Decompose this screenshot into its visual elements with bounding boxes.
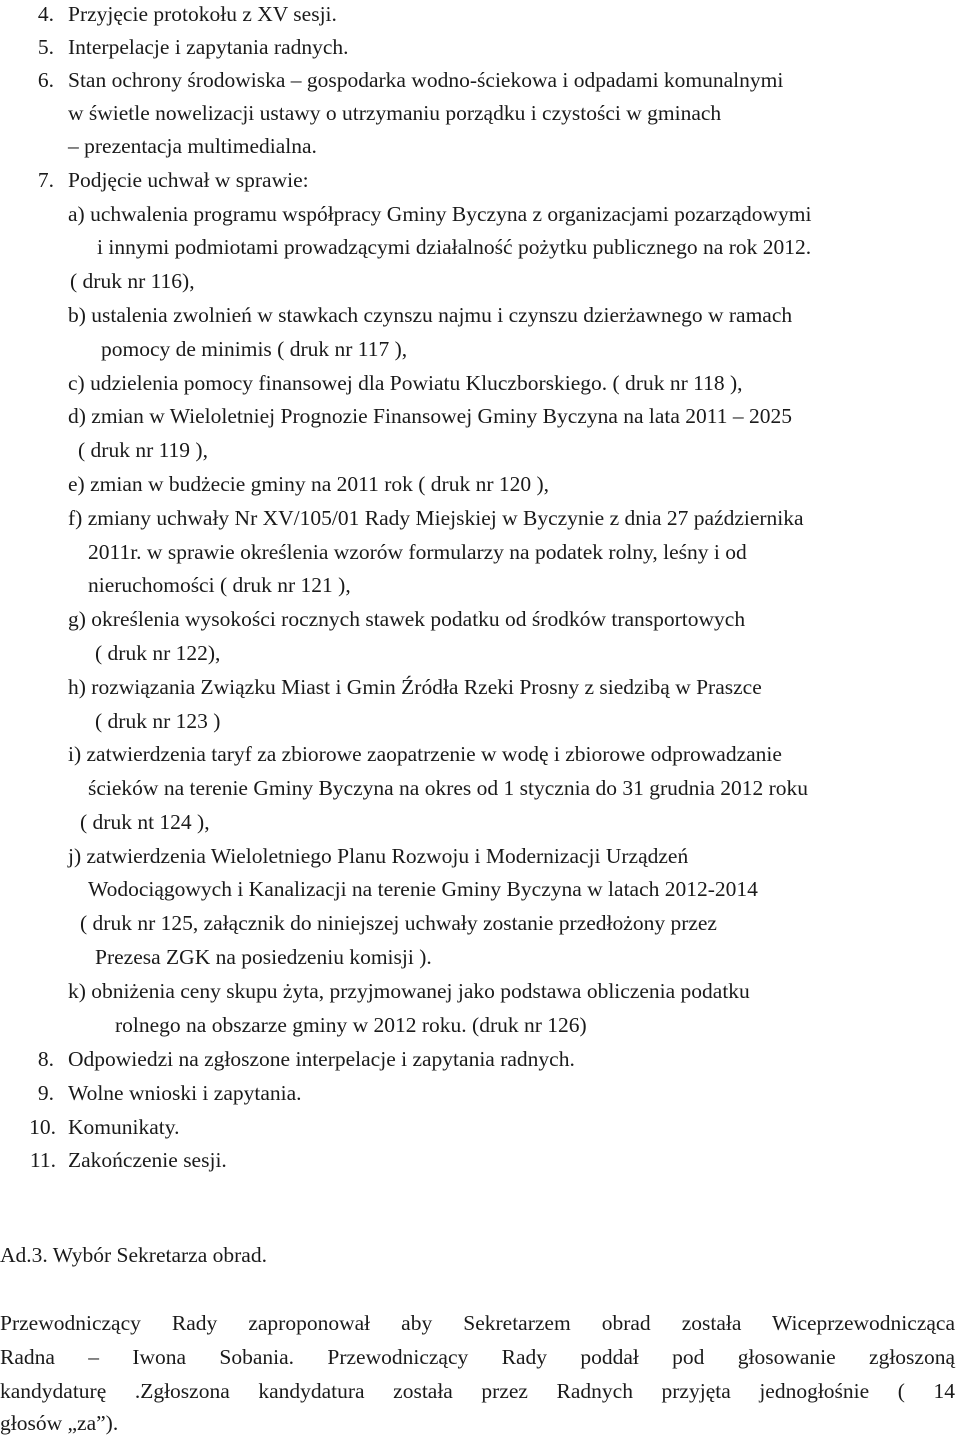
resolution-line: 2011r. w sprawie określenia wzorów formularzy na podatek rolny, leśny i od bbox=[88, 540, 747, 564]
resolution-line: rolnego na obszarze gminy w 2012 roku. (druk nr 126) bbox=[115, 1013, 587, 1037]
resolution-line: f) zmiany uchwały Nr XV/105/01 Rady Miejskiej w Byczynie z dnia 27 października bbox=[68, 506, 804, 530]
resolution-line: ( druk nr 119 ), bbox=[78, 438, 208, 462]
item-number: 11. bbox=[29, 1148, 56, 1172]
paragraph-line: Radna – Iwona Sobania. Przewodniczący Rady poddał pod głosowanie zgłoszoną bbox=[0, 1345, 955, 1369]
resolution-line: i innymi podmiotami prowadzącymi działalność pożytku publicznego na rok 2012. bbox=[97, 235, 812, 259]
paragraph-line-last: głosów „za”). bbox=[0, 1411, 119, 1435]
resolution-line: ścieków na terenie Gminy Byczyna na okres od 1 stycznia do 31 grudnia 2012 roku bbox=[88, 776, 809, 800]
item-text: Interpelacje i zapytania radnych. bbox=[68, 35, 349, 59]
item-number: 9. bbox=[37, 1081, 54, 1105]
item-text: Podjęcie uchwał w sprawie: bbox=[68, 168, 309, 192]
item-text: w świetle nowelizacji ustawy o utrzymaniu porządku i czystości w gminach bbox=[68, 101, 722, 125]
resolution-line: ( druk nr 123 ) bbox=[95, 709, 221, 733]
item-text: Komunikaty. bbox=[68, 1115, 180, 1139]
resolution-line: e) zmian w budżecie gminy na 2011 rok ( druk nr 120 ), bbox=[68, 472, 550, 496]
section-heading: Ad.3. Wybór Sekretarza obrad. bbox=[0, 1243, 267, 1267]
resolution-line: i) zatwierdzenia taryf za zbiorowe zaopatrzenie w wodę i zbiorowe odprowadzanie bbox=[68, 742, 782, 766]
item-number: 4. bbox=[37, 2, 54, 26]
item-number: 7. bbox=[37, 168, 54, 192]
resolution-line: pomocy de minimis ( druk nr 117 ), bbox=[101, 337, 408, 361]
item-text: Przyjęcie protokołu z XV sesji. bbox=[68, 2, 337, 26]
item-number: 5. bbox=[37, 35, 54, 59]
resolution-line: nieruchomości ( druk nr 121 ), bbox=[88, 573, 351, 597]
resolution-line: b) ustalenia zwolnień w stawkach czynszu najmu i czynszu dzierżawnego w ramach bbox=[68, 303, 793, 327]
resolution-line: d) zmian w Wieloletniej Prognozie Finansowej Gminy Byczyna na lata 2011 – 2025 bbox=[68, 404, 793, 428]
item-number: 10. bbox=[29, 1115, 56, 1139]
resolution-line: h) rozwiązania Związku Miast i Gmin Źródła Rzeki Prosny z siedzibą w Praszce bbox=[68, 675, 762, 699]
resolution-line: Wodociągowych i Kanalizacji na terenie Gminy Byczyna w latach 2012-2014 bbox=[88, 877, 758, 901]
item-text: Stan ochrony środowiska – gospodarka wodno-ściekowa i odpadami komunalnymi bbox=[68, 68, 784, 92]
resolution-line: ( druk nr 122), bbox=[95, 641, 221, 665]
resolution-line: ( druk nr 125, załącznik do niniejszej uchwały zostanie przedłożony przez bbox=[80, 911, 717, 935]
resolution-line: k) obniżenia ceny skupu żyta, przyjmowanej jako podstawa obliczenia podatku bbox=[68, 979, 750, 1003]
resolution-line: g) określenia wysokości rocznych stawek podatku od środków transportowych bbox=[68, 607, 746, 631]
resolution-line: a) uchwalenia programu współpracy Gminy Byczyna z organizacjami pozarządowymi bbox=[68, 202, 812, 226]
item-number: 8. bbox=[37, 1047, 54, 1071]
resolution-line: ( druk nt 124 ), bbox=[80, 810, 210, 834]
resolution-line: Prezesa ZGK na posiedzeniu komisji ). bbox=[95, 945, 432, 969]
item-text: Wolne wnioski i zapytania. bbox=[68, 1081, 302, 1105]
paragraph-line: Przewodniczący Rady zaproponował aby Sekretarzem obrad została Wiceprzewodnicząca bbox=[0, 1311, 955, 1335]
item-text: Odpowiedzi na zgłoszone interpelacje i zapytania radnych. bbox=[68, 1047, 575, 1071]
item-number: 6. bbox=[37, 68, 54, 92]
paragraph-line: kandydaturę .Zgłoszona kandydatura została przez Radnych przyjęta jednogłośnie ( 14 bbox=[0, 1379, 955, 1403]
item-text: Zakończenie sesji. bbox=[68, 1148, 227, 1172]
resolution-line: ( druk nr 116), bbox=[70, 269, 195, 293]
item-text: – prezentacja multimedialna. bbox=[68, 134, 317, 158]
resolution-line: c) udzielenia pomocy finansowej dla Powiatu Kluczborskiego. ( druk nr 118 ), bbox=[68, 371, 743, 395]
resolution-line: j) zatwierdzenia Wieloletniego Planu Rozwoju i Modernizacji Urządzeń bbox=[68, 844, 689, 868]
